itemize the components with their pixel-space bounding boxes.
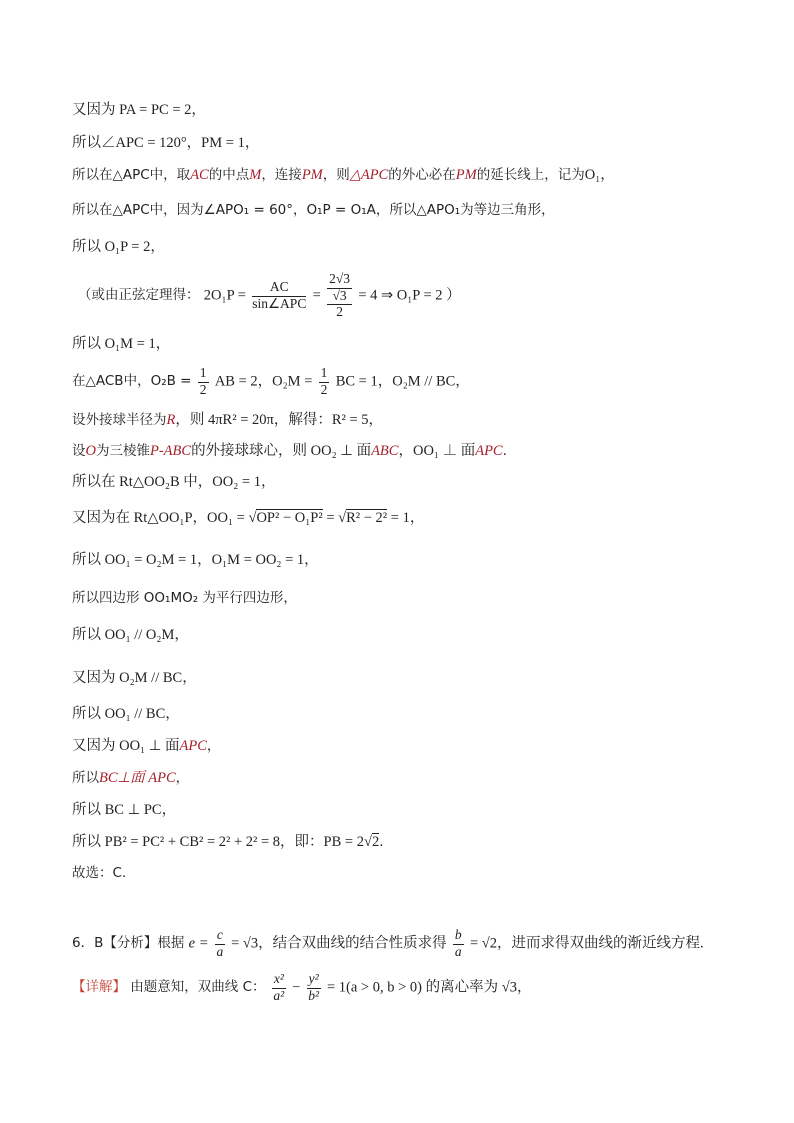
fraction-y2-b2: $\frac{\text{y²}}{\text{b²}}$ bbox=[308, 971, 320, 1003]
line-17: 所以 OO₁ // BC， bbox=[72, 706, 180, 722]
fraction-b-over-a: $\frac{b}{a}$ bbox=[454, 927, 462, 959]
line-14: 所以四边形 OO₁MO₂ 为平行四边形， bbox=[72, 590, 297, 606]
line-8: 在△ACB中，O₂B = $\frac{1}{2}$ AB = 2，O₂M = $\frac{1}{2}$ BC = 1，O₂M // BC， bbox=[72, 365, 470, 397]
line-16: 又因为 O₂M // BC， bbox=[72, 670, 197, 686]
line-22-answer: 故选：C. bbox=[72, 865, 127, 881]
fraction-nested: 2√3 √3 2 bbox=[329, 271, 351, 319]
line-11: 所以在 Rt△OO₂B 中，OO₂ = 1， bbox=[72, 474, 276, 490]
q6-detail: 【详解】 由题意知，双曲线 C： $\frac{\text{x²}}{\text{a²}}$ − $\frac{\text{y²}}{\text{b²}}$ = 1(a > 0, b > 0) 的离心率为 √3， bbox=[72, 971, 532, 1003]
line-4: 所以在△APC中，因为∠APO₁ = 60°，O₁P = O₁A，所以△APO₁为等边三角形， bbox=[72, 202, 555, 218]
line-15: 所以 OO₁ // O₂M， bbox=[72, 627, 189, 643]
line-20: 所以 BC ⊥ PC， bbox=[72, 802, 177, 818]
line-7: 所以 O₁M = 1， bbox=[72, 336, 171, 352]
line-3: 所以在△APC中，取AC的中点M，连接PM，则△APC的外心必在PM的延长线上，记为O₁， bbox=[72, 167, 615, 183]
fraction-half-2: $\frac{1}{2}$ bbox=[320, 365, 328, 397]
line-6-sine-law: （或由正弦定理得： 2O₁P = $\frac{AC}{\text{sin∠APC}}$ = 2√3 √3 2 = 4 ⇒ O₁P = 2 ） bbox=[78, 271, 461, 319]
q6-analysis: 6．B【分析】根据 e = $\frac{c}{a}$ = √3，结合双曲线的结合性质求得 $\frac{b}{a}$ = √2，进而求得双曲线的渐近线方程. bbox=[72, 927, 704, 959]
line-10: 设O为三棱锥P-ABC的外接球球心，则 OO₂ ⊥ 面ABC，OO₁ ⊥ 面APC. bbox=[72, 443, 507, 459]
fraction-c-over-a: $\frac{c}{a}$ bbox=[216, 927, 224, 959]
fraction-ac-over-sin: $\frac{AC}{\text{sin∠APC}}$ bbox=[252, 278, 307, 311]
line-19: 所以BC⊥面 APC， bbox=[72, 770, 190, 786]
line-18: 又因为 OO₁ ⊥ 面APC， bbox=[72, 738, 221, 754]
line-13: 所以 OO₁ = O₂M = 1，O₁M = OO₂ = 1， bbox=[72, 552, 319, 568]
line-9: 设外接球半径为R，则 4πR² = 20π，解得：R² = 5， bbox=[72, 412, 384, 428]
line-21: 所以 PB² = PC² + CB² = 2² + 2² = 8，即：PB = 2√2. bbox=[72, 834, 384, 850]
line-1: 又因为 PA = PC = 2， bbox=[72, 102, 206, 118]
fraction-x2-a2: $\frac{\text{x²}}{\text{a²}}$ bbox=[273, 971, 285, 1003]
line-5: 所以 O₁P = 2， bbox=[72, 239, 165, 255]
fraction-half-1: $\frac{1}{2}$ bbox=[199, 365, 207, 397]
line-12: 又因为在 Rt△OO₁P，OO₁ = √OP² − O₁P² = √R² − 2² = 1， bbox=[72, 510, 425, 526]
line-2: 所以∠APC = 120°，PM = 1， bbox=[72, 135, 260, 151]
